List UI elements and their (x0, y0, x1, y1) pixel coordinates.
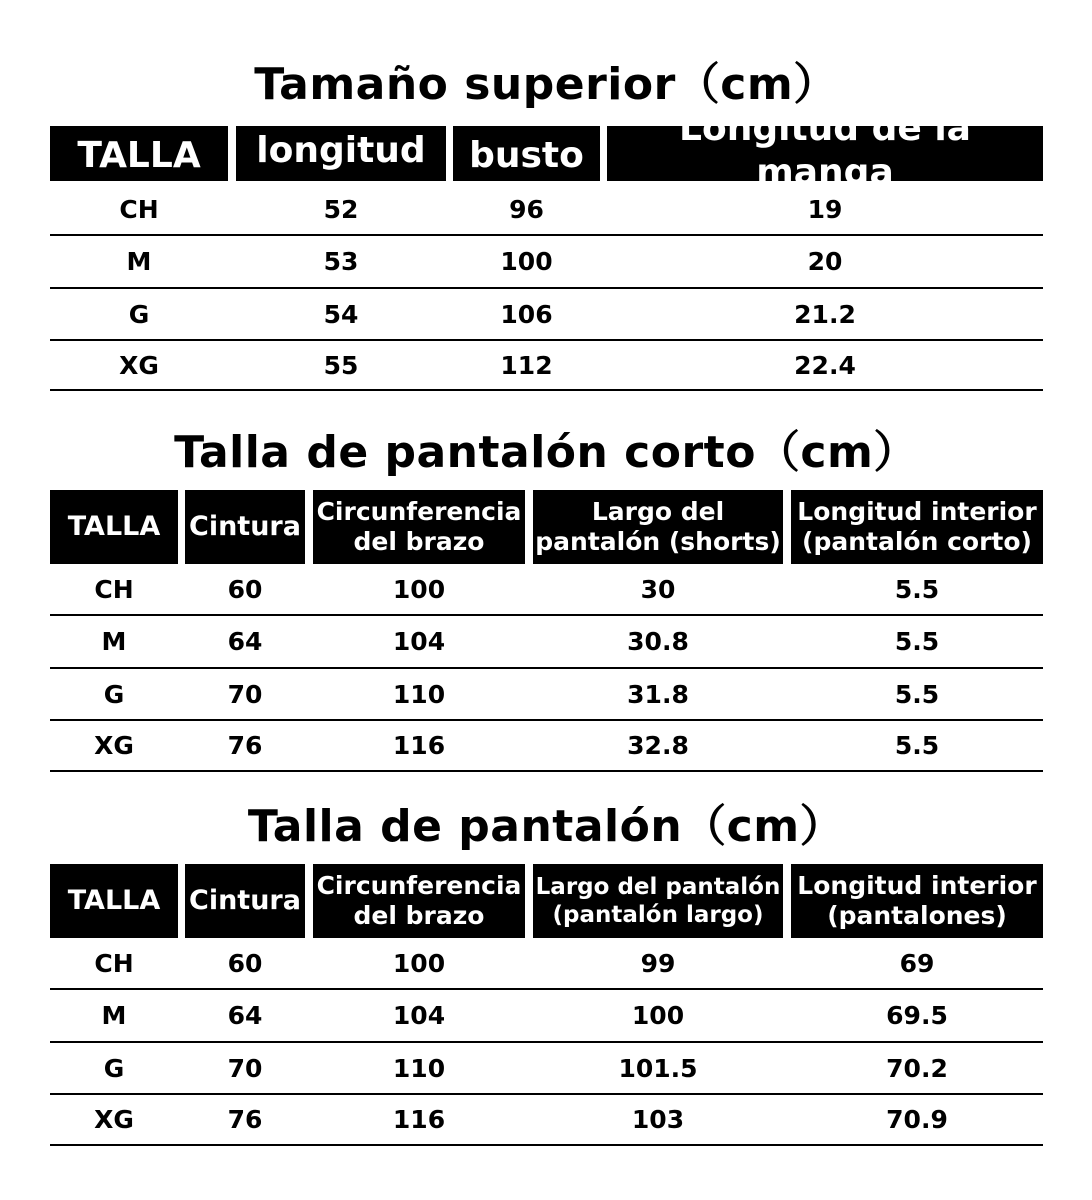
size-cell: G (103, 1053, 125, 1083)
header-talla: TALLA (50, 490, 178, 564)
value-cell: 60 (227, 575, 263, 604)
table-row (50, 184, 1043, 236)
value-cell: 5.5 (894, 731, 940, 760)
size-cell: CH (119, 194, 159, 224)
value-cell: 106 (500, 299, 553, 329)
table-title: Talla de pantalón corto（cm） (174, 427, 918, 478)
value-cell: 112 (500, 350, 553, 380)
table-row (50, 1095, 1043, 1146)
header-talla: TALLA (50, 864, 178, 938)
header-largo: Largo del pantalón (pantalón largo) (533, 864, 783, 938)
value-cell: 5.5 (894, 575, 940, 604)
size-cell: XG (94, 731, 134, 760)
header-cintura: Cintura (185, 490, 305, 564)
size-cell: M (126, 247, 152, 276)
table-row (50, 289, 1043, 341)
value-cell: 69.5 (886, 1001, 948, 1030)
table-row (50, 616, 1043, 669)
header-circunferencia: Circunferencia del brazo (313, 864, 525, 938)
value-cell: 70 (227, 1053, 263, 1083)
value-cell: 100 (631, 1001, 685, 1030)
table-title: Talla de pantalón（cm） (247, 801, 845, 852)
size-cell: M (101, 1001, 127, 1030)
value-cell: 101.5 (618, 1053, 698, 1083)
header-largo: Largo del pantalón (shorts) (533, 490, 783, 564)
table-row (50, 236, 1043, 289)
header-talla: TALLA (50, 126, 228, 181)
value-cell: 70 (227, 679, 263, 709)
size-cell: G (103, 679, 125, 709)
value-cell: 19 (807, 194, 843, 224)
value-cell: 100 (392, 949, 446, 978)
value-cell: 104 (392, 627, 446, 656)
value-cell: 32.8 (627, 731, 689, 760)
value-cell: 99 (640, 949, 676, 978)
header-cintura: Cintura (185, 864, 305, 938)
value-cell: 54 (323, 299, 359, 329)
value-cell: 53 (323, 247, 359, 276)
value-cell: 104 (392, 1001, 446, 1030)
value-cell: 22.4 (794, 350, 856, 380)
table-title: Tamaño superior（cm） (254, 59, 838, 110)
table-row (50, 565, 1043, 616)
value-cell: 116 (392, 731, 446, 760)
value-cell: 30 (640, 575, 676, 604)
header-busto: busto (453, 126, 600, 181)
table-row (50, 990, 1043, 1043)
table-row (50, 939, 1043, 990)
size-cell: G (128, 299, 150, 329)
value-cell: 5.5 (894, 627, 940, 656)
value-cell: 64 (227, 1001, 263, 1030)
table-row (50, 721, 1043, 772)
value-cell: 55 (323, 350, 359, 380)
value-cell: 96 (509, 194, 544, 224)
value-cell: 64 (227, 627, 263, 656)
header-longitud-manga: Longitud de la manga (607, 126, 1043, 181)
value-cell: 21.2 (794, 299, 856, 329)
value-cell: 76 (227, 731, 263, 760)
header-circunferencia: Circunferencia del brazo (313, 490, 525, 564)
size-cell: XG (94, 1105, 134, 1134)
value-cell: 103 (631, 1105, 685, 1134)
value-cell: 5.5 (894, 679, 940, 709)
header-longitud: longitud (236, 126, 446, 181)
size-cell: CH (94, 575, 134, 604)
value-cell: 100 (500, 247, 553, 276)
value-cell: 116 (392, 1105, 446, 1134)
value-cell: 52 (323, 194, 359, 224)
header-longitud-interior: Longitud interior (pantalón corto) (791, 490, 1043, 564)
value-cell: 60 (227, 949, 263, 978)
value-cell: 110 (392, 679, 446, 709)
size-cell: M (101, 627, 127, 656)
value-cell: 70.9 (886, 1105, 948, 1134)
size-cell: CH (94, 949, 134, 978)
table-row (50, 1043, 1043, 1095)
value-cell: 76 (227, 1105, 263, 1134)
value-cell: 100 (392, 575, 446, 604)
header-longitud-interior: Longitud interior (pantalones) (791, 864, 1043, 938)
table-row (50, 669, 1043, 721)
value-cell: 69 (899, 949, 935, 978)
value-cell: 30.8 (627, 627, 689, 656)
value-cell: 20 (807, 247, 843, 276)
value-cell: 110 (392, 1053, 446, 1083)
value-cell: 70.2 (886, 1053, 948, 1083)
size-cell: XG (119, 350, 159, 380)
table-row (50, 341, 1043, 391)
value-cell: 31.8 (627, 679, 689, 709)
